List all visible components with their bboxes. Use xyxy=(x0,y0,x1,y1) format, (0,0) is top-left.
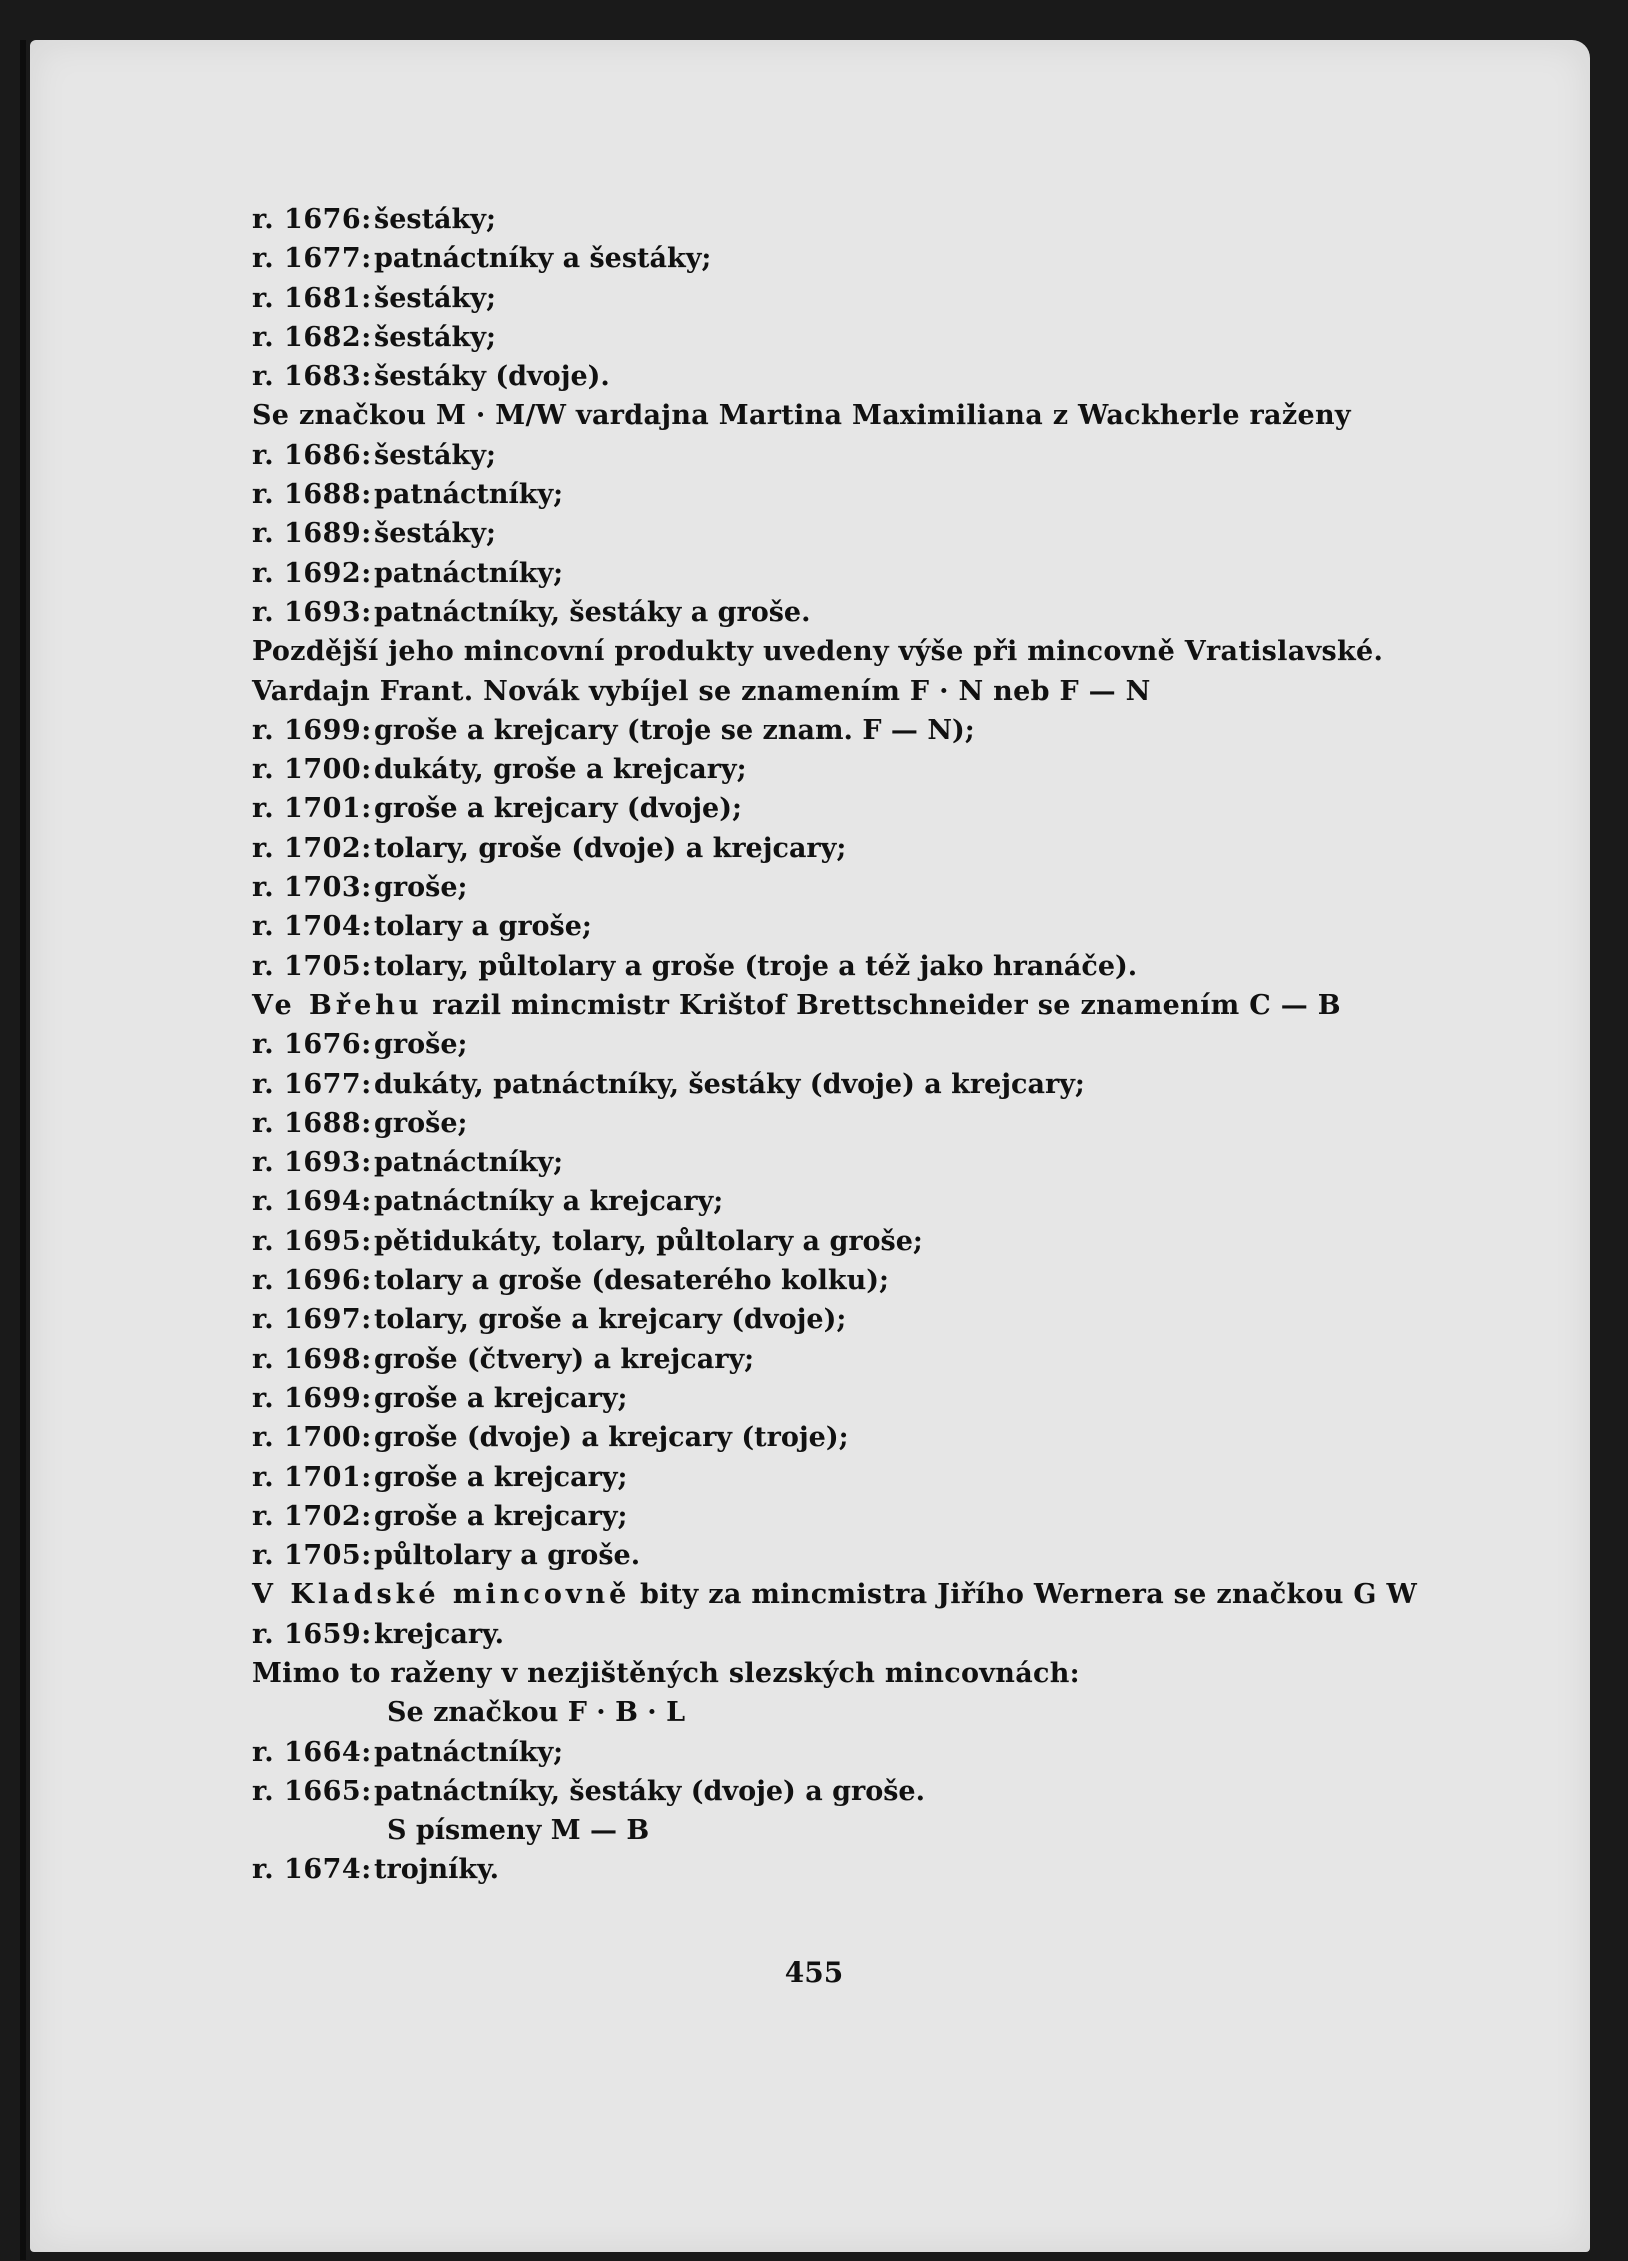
coin-list: groše; xyxy=(374,1107,468,1139)
year-label: r. 1699: xyxy=(252,1382,372,1414)
paragraph-line: Pozdější jeho mincovní produkty uvedeny výše při mincovně Vratislavské. xyxy=(252,636,1384,668)
year-entry xyxy=(252,1772,1432,1811)
mark-subheading: S písmeny M — B xyxy=(387,1815,650,1847)
year-label: r. 1703: xyxy=(252,872,372,904)
year-label: r. 1664: xyxy=(252,1736,372,1768)
year-entry xyxy=(252,789,1432,828)
coin-list: patnáctníky; xyxy=(374,479,564,511)
coin-list: patnáctníky; xyxy=(374,1736,564,1768)
year-label: r. 1688: xyxy=(252,1107,372,1139)
coin-list: dukáty, patnáctníky, šestáky (dvoje) a krejcary; xyxy=(374,1068,1085,1100)
coin-list: patnáctníky; xyxy=(374,1147,564,1179)
paragraph-line: Se značkou M · M/W vardajna Martina Maximiliana z Wackherle raženy xyxy=(252,400,1351,432)
paragraph-line: Mimo to raženy v nezjištěných slezských mincovnách: xyxy=(252,1657,1080,1689)
year-entry xyxy=(252,1104,1432,1143)
year-label: r. 1702: xyxy=(252,832,372,864)
year-entry xyxy=(252,1182,1432,1221)
year-entry xyxy=(252,1850,1432,1889)
year-label: r. 1659: xyxy=(252,1618,372,1650)
year-label: r. 1696: xyxy=(252,1265,372,1297)
coin-list: tolary a groše; xyxy=(374,911,592,943)
year-label: r. 1676: xyxy=(252,204,372,235)
year-label: r. 1682: xyxy=(252,321,372,353)
mint-heading-text: bity za mincmistra Jiřího Wernera se značkou G W xyxy=(630,1579,1418,1611)
year-label: r. 1693: xyxy=(252,1147,372,1179)
year-entry xyxy=(252,947,1432,986)
coin-list: groše a krejcary; xyxy=(374,1461,628,1493)
year-entry xyxy=(252,514,1432,553)
year-label: r. 1674: xyxy=(252,1854,372,1886)
year-label: r. 1693: xyxy=(252,596,372,628)
coin-list: groše a krejcary (dvoje); xyxy=(374,793,742,825)
year-entry xyxy=(252,1497,1432,1536)
year-entry xyxy=(252,279,1432,318)
coin-list: trojníky. xyxy=(374,1854,500,1886)
year-label: r. 1705: xyxy=(252,950,372,982)
coin-list: tolary a groše (desaterého kolku); xyxy=(374,1265,890,1297)
coin-list: groše (dvoje) a krejcary (troje); xyxy=(374,1422,849,1454)
coin-list: groše; xyxy=(374,1029,468,1061)
mint-name: Ve Břehu xyxy=(252,989,423,1021)
coin-list: šestáky; xyxy=(374,282,496,314)
coin-list: krejcary. xyxy=(374,1618,505,1650)
mint-heading-text: razil mincmistr Krištof Brettschneider se znamením C — B xyxy=(422,989,1341,1021)
year-entry xyxy=(252,1536,1432,1575)
mark-subheading: Se značkou F · B · L xyxy=(387,1697,686,1729)
year-label: r. 1705: xyxy=(252,1540,372,1572)
coin-list: tolary, groše a krejcary (dvoje); xyxy=(374,1304,847,1336)
coin-list: pětidukáty, tolary, půltolary a groše; xyxy=(374,1225,923,1257)
coin-list: patnáctníky, šestáky (dvoje) a groše. xyxy=(374,1775,925,1807)
year-entry xyxy=(252,357,1432,396)
year-label: r. 1701: xyxy=(252,1461,372,1493)
page-text-block xyxy=(252,200,1432,1890)
coin-list: groše (čtvery) a krejcary; xyxy=(374,1343,755,1375)
year-label: r. 1698: xyxy=(252,1343,372,1375)
year-label: r. 1697: xyxy=(252,1304,372,1336)
year-entry xyxy=(252,1261,1432,1300)
year-entry xyxy=(252,1458,1432,1497)
year-label: r. 1677: xyxy=(252,243,372,275)
year-label: r. 1681: xyxy=(252,282,372,314)
book-spine xyxy=(20,40,26,2260)
year-label: r. 1700: xyxy=(252,754,372,786)
year-entry xyxy=(252,907,1432,946)
coin-list: půltolary a groše. xyxy=(374,1540,641,1572)
year-label: r. 1677: xyxy=(252,1068,372,1100)
year-label: r. 1665: xyxy=(252,1775,372,1807)
year-label: r. 1701: xyxy=(252,793,372,825)
year-label: r. 1702: xyxy=(252,1500,372,1532)
year-entry xyxy=(252,436,1432,475)
coin-list: groše a krejcary (troje se znam. F — N); xyxy=(374,714,975,746)
coin-list: groše a krejcary; xyxy=(374,1500,628,1532)
coin-list: groše; xyxy=(374,872,468,904)
coin-list: šestáky (dvoje). xyxy=(374,361,610,393)
year-entry xyxy=(252,1222,1432,1261)
year-entry xyxy=(252,1615,1432,1654)
year-entry xyxy=(252,318,1432,357)
coin-list: šestáky; xyxy=(374,321,496,353)
year-entry xyxy=(252,200,1432,239)
year-entry xyxy=(252,1340,1432,1379)
year-entry xyxy=(252,1300,1432,1339)
year-entry xyxy=(252,829,1432,868)
coin-list: šestáky; xyxy=(374,439,496,471)
coin-list: tolary, půltolary a groše (troje a též jako hranáče). xyxy=(374,950,1138,982)
mint-heading xyxy=(252,986,1432,1025)
year-label: r. 1688: xyxy=(252,479,372,511)
year-entry xyxy=(252,239,1432,278)
year-entry xyxy=(252,868,1432,907)
year-label: r. 1683: xyxy=(252,361,372,393)
year-entry xyxy=(252,750,1432,789)
mint-name: V Kladské mincovně xyxy=(252,1579,631,1611)
year-entry xyxy=(252,1065,1432,1104)
year-entry xyxy=(252,593,1432,632)
coin-list: šestáky; xyxy=(374,518,496,550)
year-entry xyxy=(252,1418,1432,1457)
coin-list: groše a krejcary; xyxy=(374,1382,628,1414)
coin-list: tolary, groše (dvoje) a krejcary; xyxy=(374,832,847,864)
year-label: r. 1699: xyxy=(252,714,372,746)
coin-list: dukáty, groše a krejcary; xyxy=(374,754,747,786)
year-label: r. 1694: xyxy=(252,1186,372,1218)
year-entry xyxy=(252,554,1432,593)
year-label: r. 1676: xyxy=(252,1029,372,1061)
coin-list: patnáctníky a šestáky; xyxy=(374,243,712,275)
coin-list: patnáctníky a krejcary; xyxy=(374,1186,724,1218)
year-entry xyxy=(252,1143,1432,1182)
coin-list: patnáctníky; xyxy=(374,557,564,589)
year-entry xyxy=(252,1379,1432,1418)
mint-heading xyxy=(252,1575,1432,1614)
year-entry xyxy=(252,1025,1432,1064)
paragraph-line: Vardajn Frant. Novák vybíjel se znamením F · N neb F — N xyxy=(252,675,1151,707)
year-label: r. 1689: xyxy=(252,518,372,550)
coin-list: patnáctníky, šestáky a groše. xyxy=(374,596,811,628)
year-label: r. 1704: xyxy=(252,911,372,943)
year-label: r. 1700: xyxy=(252,1422,372,1454)
year-label: r. 1692: xyxy=(252,557,372,589)
year-entry xyxy=(252,1733,1432,1772)
year-label: r. 1686: xyxy=(252,439,372,471)
year-entry xyxy=(252,475,1432,514)
coin-list: šestáky; xyxy=(374,204,496,235)
year-entry xyxy=(252,711,1432,750)
page-number: 455 xyxy=(784,1956,844,1989)
year-label: r. 1695: xyxy=(252,1225,372,1257)
